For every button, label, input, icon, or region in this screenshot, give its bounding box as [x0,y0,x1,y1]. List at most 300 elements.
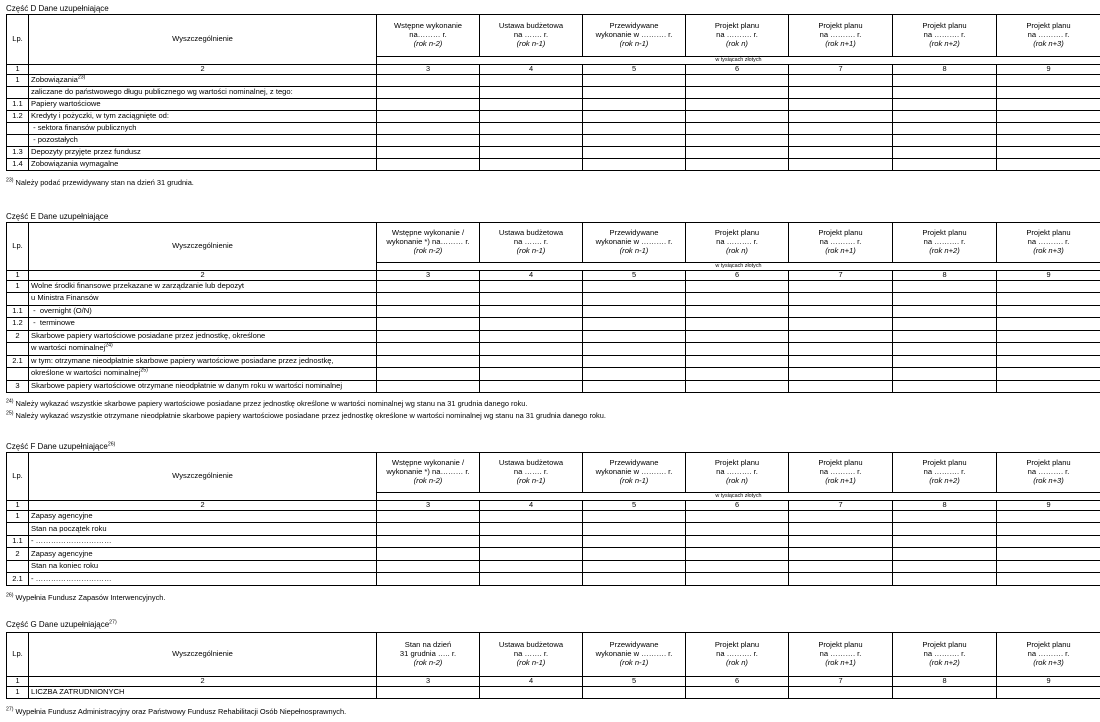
column-number: 7 [789,271,893,281]
row-lp [7,560,29,573]
value-cell[interactable] [583,86,686,98]
value-cell[interactable] [377,535,480,548]
header-line: na ……. r. [513,237,549,247]
value-cell[interactable] [997,98,1100,110]
row-lp [7,293,29,306]
column-number: 4 [480,65,583,75]
value-cell[interactable] [789,380,893,393]
table-row [7,380,1100,393]
value-cell[interactable] [997,380,1100,393]
value-cell[interactable] [480,293,583,306]
header-year: (rok n-1) [516,657,546,667]
header-year: (rok n-1) [516,245,546,255]
value-cell[interactable] [893,368,997,381]
value-cell[interactable] [583,686,686,699]
value-cell[interactable] [583,510,686,523]
footnote-marker: 25) [6,410,14,417]
value-cell[interactable] [997,74,1100,86]
header-col-4 [480,633,583,677]
row-label [29,535,377,548]
header-year: (rok n-1) [619,245,649,255]
column-number: 2 [29,65,377,75]
value-cell[interactable] [686,573,789,586]
value-cell[interactable] [893,318,997,331]
value-cell[interactable] [893,159,997,171]
table-row [7,293,1100,306]
form-table [6,222,1100,393]
value-cell[interactable] [997,535,1100,548]
value-cell[interactable] [480,134,583,146]
value-cell[interactable] [997,330,1100,343]
value-cell[interactable] [789,110,893,122]
header-line: na ………. r. [716,30,758,40]
value-cell[interactable] [480,110,583,122]
value-cell[interactable] [377,523,480,536]
value-cell[interactable] [377,293,480,306]
value-cell[interactable] [893,293,997,306]
footnote-text: Należy wykazać wszystkie otrzymane nieodpłatnie skarbowe papiery wartościowe posiadane przez jednostkę określone w wartości nominalnej wg stanu na 31 grudnia danego roku. [13,410,606,420]
value-cell[interactable] [377,86,480,98]
value-cell[interactable] [480,573,583,586]
value-cell[interactable] [377,380,480,393]
value-cell[interactable] [377,305,480,318]
value-cell[interactable] [480,686,583,699]
value-cell[interactable] [377,98,480,110]
table-row [7,110,1100,122]
header-line: na ………. r. [819,649,862,659]
value-cell[interactable] [480,368,583,381]
value-cell[interactable] [893,548,997,561]
column-number: 7 [789,677,893,687]
section-title [6,212,108,221]
header-line: Ustawa budżetowa [498,228,564,238]
value-cell[interactable] [997,318,1100,331]
column-number: 3 [377,65,480,75]
value-cell[interactable] [997,510,1100,523]
value-cell[interactable] [893,560,997,573]
row-label [29,134,377,146]
header-col-6 [686,223,789,263]
value-cell[interactable] [377,560,480,573]
value-cell[interactable] [686,280,789,293]
column-number: 5 [583,65,686,75]
row-lp [7,368,29,381]
value-cell[interactable] [686,523,789,536]
row-label [29,686,377,699]
value-cell[interactable] [789,355,893,368]
value-cell[interactable] [893,355,997,368]
section-title-text: Część F Dane uzupełniające [6,442,108,451]
value-cell[interactable] [997,293,1100,306]
value-cell[interactable] [583,159,686,171]
row-label [29,74,377,86]
value-cell[interactable] [480,330,583,343]
header-line: na ……. r. [513,649,549,659]
value-cell[interactable] [377,510,480,523]
footnote-text: Należy wykazać wszystkie skarbowe papiery wartościowe posiadane przez jednostkę określone w wartości nominalnej wg stanu na 31 grudnia danego roku. [13,398,528,408]
value-cell[interactable] [789,98,893,110]
value-cell[interactable] [997,110,1100,122]
header-col-4 [480,223,583,263]
value-cell[interactable] [789,305,893,318]
header-year: (rok n) [726,475,748,485]
column-number-row [7,271,1100,281]
header-line: na ………. r. [923,467,966,477]
header-row [7,453,1100,493]
header-year: (rok n+1) [825,38,856,48]
value-cell[interactable] [377,330,480,343]
value-cell[interactable] [686,535,789,548]
value-cell[interactable] [583,548,686,561]
header-line: na ………. r. [923,30,966,40]
table-row [7,330,1100,343]
value-cell[interactable] [893,330,997,343]
table-row [7,355,1100,368]
value-cell[interactable] [893,535,997,548]
value-cell[interactable] [789,330,893,343]
row-lp: 2 [7,330,29,343]
value-cell[interactable] [686,548,789,561]
value-cell[interactable] [583,523,686,536]
row-lp: 1.3 [7,147,29,159]
row-label-text: Papiery wartościowe [31,98,101,108]
column-number: 4 [480,677,583,687]
value-cell[interactable] [583,280,686,293]
row-lp: 1 [7,280,29,293]
value-cell[interactable] [789,686,893,699]
value-cell[interactable] [583,330,686,343]
value-cell[interactable] [377,110,480,122]
footnote [6,178,194,187]
header-line: na ………. r. [1027,30,1070,40]
value-cell[interactable] [583,110,686,122]
value-cell[interactable] [583,535,686,548]
value-cell[interactable] [377,573,480,586]
column-number: 9 [997,65,1100,75]
value-cell[interactable] [583,318,686,331]
column-number: 9 [997,501,1100,511]
header-year: (rok n+3) [1033,245,1064,255]
value-cell[interactable] [893,134,997,146]
column-number-row [7,501,1100,511]
value-cell[interactable] [997,573,1100,586]
header-line: na ……. r. [513,467,549,477]
value-cell[interactable] [997,548,1100,561]
header-line: na ………. r. [1027,649,1070,659]
value-cell[interactable] [686,355,789,368]
header-line: Projekt planu [714,458,760,468]
column-number: 1 [7,501,29,511]
header-line: na ………. r. [716,649,758,659]
value-cell[interactable] [377,686,480,699]
value-cell[interactable] [789,280,893,293]
value-cell[interactable] [377,122,480,134]
value-cell[interactable] [480,74,583,86]
value-cell[interactable] [377,74,480,86]
value-cell[interactable] [480,548,583,561]
value-cell[interactable] [686,110,789,122]
header-year: (rok n+2) [929,657,960,667]
value-cell[interactable] [789,573,893,586]
value-cell[interactable] [997,86,1100,98]
value-cell[interactable] [377,318,480,331]
table-row [7,147,1100,159]
value-cell[interactable] [583,293,686,306]
value-cell[interactable] [583,134,686,146]
value-cell[interactable] [997,355,1100,368]
value-cell[interactable] [583,122,686,134]
value-cell[interactable] [997,523,1100,536]
value-cell[interactable] [893,510,997,523]
value-cell[interactable] [377,548,480,561]
value-cell[interactable] [583,147,686,159]
value-cell[interactable] [480,560,583,573]
value-cell[interactable] [686,330,789,343]
value-cell[interactable] [377,355,480,368]
value-cell[interactable] [789,548,893,561]
value-cell[interactable] [893,86,997,98]
footnote-ref: 23) [77,74,86,81]
value-cell[interactable] [377,343,480,356]
column-number: 5 [583,271,686,281]
value-cell[interactable] [893,343,997,356]
row-label [29,86,377,98]
value-cell[interactable] [789,523,893,536]
header-year: (rok n+3) [1033,475,1064,485]
value-cell[interactable] [686,560,789,573]
header-col-9 [997,223,1100,263]
value-cell[interactable] [686,380,789,393]
value-cell[interactable] [480,355,583,368]
header-col-3 [377,633,480,677]
value-cell[interactable] [686,368,789,381]
value-cell[interactable] [789,535,893,548]
value-cell[interactable] [686,293,789,306]
value-cell[interactable] [789,510,893,523]
value-cell[interactable] [686,74,789,86]
value-cell[interactable] [789,293,893,306]
footnote [6,707,346,716]
value-cell[interactable] [789,560,893,573]
table-row [7,74,1100,86]
column-number: 5 [583,501,686,511]
value-cell[interactable] [789,159,893,171]
value-cell[interactable] [480,535,583,548]
header-col-5 [583,633,686,677]
header-col-6 [686,15,789,57]
header-year: (rok n-1) [516,38,546,48]
value-cell[interactable] [997,368,1100,381]
value-cell[interactable] [480,380,583,393]
value-cell[interactable] [789,368,893,381]
column-number: 1 [7,677,29,687]
value-cell[interactable] [686,305,789,318]
table-row [7,686,1100,699]
row-lp: 1 [7,74,29,86]
value-cell[interactable] [997,147,1100,159]
header-line: wykonanie w ………. r. [595,649,673,659]
column-number: 6 [686,271,789,281]
header-line: na ………. r. [716,467,758,477]
header-col-7 [789,15,893,57]
value-cell[interactable] [377,159,480,171]
header-col-7 [789,633,893,677]
section-title [6,620,117,629]
header-line: wykonanie *) na……… r. [386,467,470,477]
value-cell[interactable] [997,159,1100,171]
column-number: 6 [686,677,789,687]
column-number: 5 [583,677,686,687]
value-cell[interactable] [377,147,480,159]
table-row [7,573,1100,586]
column-number: 2 [29,677,377,687]
header-line: na ………. r. [819,467,862,477]
column-number: 9 [997,677,1100,687]
table-row [7,280,1100,293]
header-col-8 [893,223,997,263]
value-cell[interactable] [583,343,686,356]
value-cell[interactable] [583,380,686,393]
row-lp [7,86,29,98]
value-cell[interactable] [893,305,997,318]
value-cell[interactable] [789,134,893,146]
value-cell[interactable] [997,686,1100,699]
value-cell[interactable] [893,110,997,122]
header-year: (rok n+3) [1033,38,1064,48]
value-cell[interactable] [583,305,686,318]
value-cell[interactable] [686,510,789,523]
column-number: 4 [480,501,583,511]
header-year: (rok n-2) [413,657,443,667]
value-cell[interactable] [583,98,686,110]
value-cell[interactable] [480,510,583,523]
value-cell[interactable] [789,343,893,356]
header-year: (rok n-2) [413,245,443,255]
header-line: Wstępne wykonanie / [391,458,465,468]
value-cell[interactable] [377,134,480,146]
column-number: 6 [686,501,789,511]
value-cell[interactable] [583,74,686,86]
header-line: Projekt planu [1026,21,1071,31]
value-cell[interactable] [686,98,789,110]
value-cell[interactable] [583,560,686,573]
row-label [29,355,377,368]
value-cell[interactable] [997,343,1100,356]
value-cell[interactable] [480,523,583,536]
value-cell[interactable] [686,147,789,159]
value-cell[interactable] [893,573,997,586]
value-cell[interactable] [789,147,893,159]
value-cell[interactable] [377,368,480,381]
value-cell[interactable] [997,122,1100,134]
form-table [6,452,1100,586]
row-label-text: Skarbowe papiery wartościowe posiadane przez jednostkę, określone [31,330,266,340]
row-label-text: - overnight (O/N) [31,305,92,315]
value-cell[interactable] [686,86,789,98]
row-label [29,147,377,159]
value-cell[interactable] [686,122,789,134]
value-cell[interactable] [480,147,583,159]
header-lp: Lp. [7,453,29,501]
header-col-8 [893,633,997,677]
header-col-3 [377,15,480,57]
value-cell[interactable] [583,355,686,368]
value-cell[interactable] [997,305,1100,318]
value-cell[interactable] [480,280,583,293]
value-cell[interactable] [997,134,1100,146]
value-cell[interactable] [686,134,789,146]
header-year: (rok n+1) [825,245,856,255]
value-cell[interactable] [480,159,583,171]
value-cell[interactable] [480,86,583,98]
footnote-marker: 24) [6,398,14,405]
value-cell[interactable] [893,686,997,699]
value-cell[interactable] [789,318,893,331]
row-label [29,343,377,356]
value-cell[interactable] [893,122,997,134]
row-label [29,293,377,306]
value-cell[interactable] [789,74,893,86]
row-lp [7,343,29,356]
value-cell[interactable] [583,368,686,381]
header-col-9 [997,453,1100,493]
value-cell[interactable] [583,573,686,586]
value-cell[interactable] [893,147,997,159]
value-cell[interactable] [686,343,789,356]
value-cell[interactable] [893,380,997,393]
row-lp [7,134,29,146]
column-number: 8 [893,501,997,511]
value-cell[interactable] [686,686,789,699]
header-col-7 [789,223,893,263]
table-row [7,98,1100,110]
row-label [29,560,377,573]
row-label-text: w tym: otrzymane nieodpłatnie skarbowe papiery wartościowe posiadane przez jednostkę, [31,355,334,365]
value-cell[interactable] [686,159,789,171]
header-year: (rok n-2) [413,38,443,48]
header-line: Projekt planu [1026,640,1071,650]
section-title-text: Część E Dane uzupełniające [6,212,109,221]
value-cell[interactable] [789,86,893,98]
value-cell[interactable] [997,280,1100,293]
value-cell[interactable] [480,122,583,134]
value-cell[interactable] [480,305,583,318]
header-line: na ………. r. [716,237,758,247]
value-cell[interactable] [377,280,480,293]
row-label-text: u Ministra Finansów [31,293,99,303]
column-number-row [7,65,1100,75]
value-cell[interactable] [686,318,789,331]
value-cell[interactable] [480,343,583,356]
row-label-text: LICZBA ZATRUDNIONYCH [31,686,125,696]
value-cell[interactable] [893,523,997,536]
value-cell[interactable] [480,98,583,110]
header-col-5 [583,15,686,57]
value-cell[interactable] [997,560,1100,573]
value-cell[interactable] [893,280,997,293]
table-row [7,560,1100,573]
header-line: Projekt planu [922,640,967,650]
table-row [7,318,1100,331]
value-cell[interactable] [893,98,997,110]
value-cell[interactable] [893,74,997,86]
table-row [7,523,1100,536]
table-row [7,535,1100,548]
value-cell[interactable] [789,122,893,134]
header-line: Przewidywane [609,640,659,650]
row-label-text: zaliczane do państwowego długu publicznego wg wartości nominalnej, z tego: [31,86,293,96]
value-cell[interactable] [480,318,583,331]
